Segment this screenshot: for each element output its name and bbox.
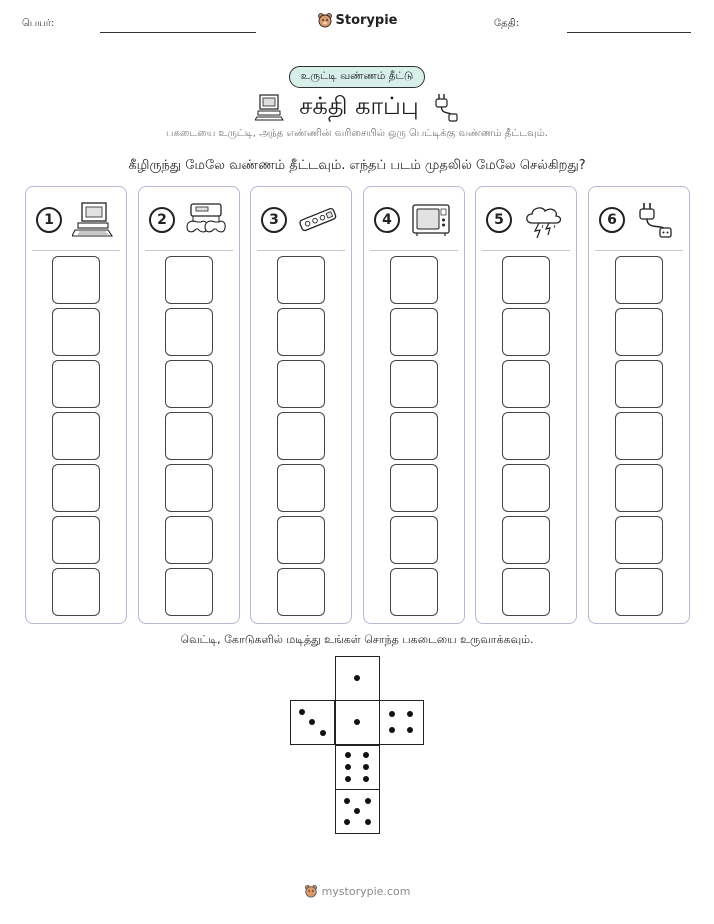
plug-icon [433, 92, 459, 122]
column-5 [475, 186, 577, 624]
column-divider [595, 250, 683, 251]
dice-pip [389, 711, 395, 717]
color-box[interactable] [615, 256, 663, 304]
column-header [364, 199, 464, 239]
column-divider [145, 250, 233, 251]
color-box[interactable] [165, 308, 213, 356]
color-box[interactable] [390, 516, 438, 564]
column-header [26, 199, 126, 239]
color-box[interactable] [390, 256, 438, 304]
storypie-mascot-icon [304, 884, 318, 898]
brand-logo [0, 12, 714, 28]
dice-pip [345, 752, 351, 758]
dice-pip [354, 675, 360, 681]
dice-face-6 [335, 745, 380, 790]
power-strip-icon [297, 201, 339, 239]
storypie-mascot-icon [317, 12, 333, 28]
column-number: 5 [486, 207, 512, 233]
color-box[interactable] [165, 360, 213, 408]
dice-pip [309, 719, 315, 725]
color-box[interactable] [502, 308, 550, 356]
column-header [251, 199, 351, 239]
column-divider [482, 250, 570, 251]
color-box[interactable] [615, 412, 663, 460]
dice-pip [389, 727, 395, 733]
color-box[interactable] [52, 412, 100, 460]
dice-pip [407, 727, 413, 733]
column-header [139, 199, 239, 239]
column-6 [588, 186, 690, 624]
column-3 [250, 186, 352, 624]
dice-pip [407, 711, 413, 717]
dice-pip [320, 730, 326, 736]
dice-pip [365, 798, 371, 804]
footer [0, 884, 714, 898]
color-box[interactable] [52, 360, 100, 408]
dice-pip [344, 798, 350, 804]
storm-cloud-icon [522, 201, 564, 239]
color-box[interactable] [277, 568, 325, 616]
color-box[interactable] [277, 256, 325, 304]
color-box[interactable] [165, 412, 213, 460]
color-box[interactable] [615, 568, 663, 616]
dice-pip [365, 819, 371, 825]
brand-name: Storypie [335, 12, 398, 28]
date-label: தேதி: [494, 18, 520, 29]
color-box[interactable] [52, 256, 100, 304]
color-box[interactable] [502, 568, 550, 616]
color-box[interactable] [502, 256, 550, 304]
dice-face-4 [379, 700, 424, 745]
plug-icon [635, 201, 677, 239]
dice-face-1 [335, 700, 380, 745]
dice-pip [345, 776, 351, 782]
cut-instruction: வெட்டி, கோடுகளில் மடித்து உங்கள் சொந்த பகடையை உருவாக்கவும். [180, 633, 534, 646]
column-header [476, 199, 576, 239]
dice-pip [344, 819, 350, 825]
dice-pip [354, 719, 360, 725]
color-box[interactable] [615, 516, 663, 564]
page-title: சக்தி காப்பு [299, 91, 419, 120]
dice-pip [363, 776, 369, 782]
color-box[interactable] [615, 360, 663, 408]
column-4 [363, 186, 465, 624]
color-box[interactable] [502, 360, 550, 408]
dice-face-5 [335, 789, 380, 834]
color-box[interactable] [165, 568, 213, 616]
color-box[interactable] [277, 308, 325, 356]
date-line [567, 32, 691, 33]
color-box[interactable] [277, 360, 325, 408]
color-box[interactable] [390, 360, 438, 408]
column-1 [25, 186, 127, 624]
color-box[interactable] [615, 464, 663, 512]
color-box[interactable] [502, 464, 550, 512]
column-number: 2 [149, 207, 175, 233]
color-box[interactable] [52, 516, 100, 564]
dice-face-1 [335, 656, 380, 701]
color-box[interactable] [52, 464, 100, 512]
column-divider [257, 250, 345, 251]
dice-pip [299, 709, 305, 715]
column-number: 6 [599, 207, 625, 233]
column-divider [32, 250, 120, 251]
color-box[interactable] [502, 412, 550, 460]
dice-pip [363, 764, 369, 770]
column-number: 1 [36, 207, 62, 233]
dice-pip [345, 764, 351, 770]
column-number: 3 [261, 207, 287, 233]
color-box[interactable] [390, 308, 438, 356]
dice-pip [363, 752, 369, 758]
activity-tag: உருட்டி வண்ணம் தீட்டு [289, 66, 425, 88]
game-console-icon [185, 201, 227, 239]
column-header [589, 199, 689, 239]
question-text: கீழிருந்து மேலே வண்ணம் தீட்டவும். எந்தப் படம் முதலில் மேலே செல்கிறது? [128, 158, 586, 173]
computer-icon [255, 92, 285, 122]
color-box[interactable] [165, 516, 213, 564]
dice-face-3 [290, 700, 335, 745]
microwave-icon [410, 201, 452, 239]
color-box[interactable] [277, 464, 325, 512]
color-box[interactable] [615, 308, 663, 356]
name-line [100, 32, 256, 33]
color-box[interactable] [165, 464, 213, 512]
column-divider [370, 250, 458, 251]
name-label: பெயர்: [22, 18, 55, 29]
column-2 [138, 186, 240, 624]
instruction-text: பகடையை உருட்டி, அந்த எண்ணின் வரிசையில் ஒரு பெட்டிக்கு வண்ணம் தீட்டவும். [166, 128, 548, 139]
color-box[interactable] [52, 568, 100, 616]
computer-icon [72, 201, 114, 239]
color-box[interactable] [502, 516, 550, 564]
color-box[interactable] [390, 568, 438, 616]
dice-pip [354, 808, 360, 814]
footer-url: mystorypie.com [321, 884, 411, 898]
color-box[interactable] [52, 308, 100, 356]
color-box[interactable] [390, 464, 438, 512]
color-box[interactable] [277, 516, 325, 564]
color-box[interactable] [165, 256, 213, 304]
title-row [0, 90, 714, 124]
column-number: 4 [374, 207, 400, 233]
color-box[interactable] [277, 412, 325, 460]
color-box[interactable] [390, 412, 438, 460]
